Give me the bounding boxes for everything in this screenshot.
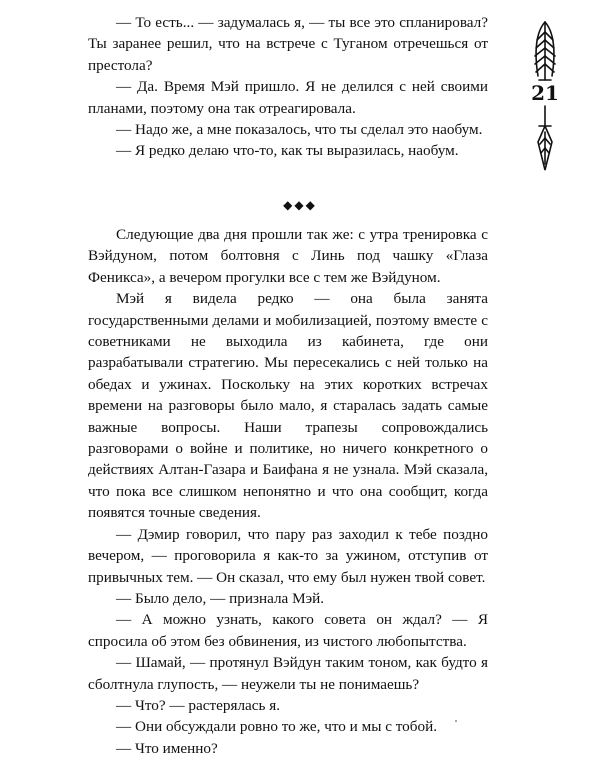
paragraph: — Что? — растерялась я. [116, 696, 281, 714]
text-block-top [88, 12, 488, 162]
paragraph: — То есть... — задумалась я, — ты все это спланировал? Ты заранее решил, что на встрече с Туганом отречешься от престола? [88, 14, 488, 74]
page-number: 21 [510, 82, 580, 104]
paragraph: — Было дело, — признала Мэй. [116, 589, 325, 607]
paragraph: — Что именно? [116, 739, 218, 757]
paragraph: — Надо же, а мне показалось, что ты сделал это наобум. [116, 121, 483, 139]
paragraph: — Дэмир говорил, что пару раз заходил к тебе поздно вечером, — проговорила я как-то за ужином, отступив от привычных тем. — Он сказал, что ему был нужен твой совет. [88, 525, 488, 586]
section-separator: ◆◆◆ [283, 198, 317, 212]
paragraph: — Они обсуждали ровно то же, что и мы с тобой. [116, 718, 438, 736]
paragraph: Мэй я видела редко — она была занята государственными делами и мобилизацией, поэтому вместе с советниками не выходила из кабинета, где они разрабатывали стратегию. Мы пересекались с ней только на обедах и ужинах. Поскольку на этих коротких встречах времени на разговоры было мало, я старалась задать самые важные вопросы. Наши трапезы сопровождались разговорами о войне и политике, но ничего конкретного о действиях Алтан-Газара и Баифана я не узнала. Мэй сказала, что пока все слишком непонятно и что она сообщит, когда появятся точные сведения. [88, 290, 488, 522]
paragraph: — А можно узнать, какого совета он ждал? — Я спросила об этом без обвинения, из чистого любопытства. [88, 611, 488, 650]
paragraph: — Шамай, — протянул Вэйдун таким тоном, как будто я сболтнула глупость, — неужели ты не понимаешь? [88, 654, 488, 693]
paragraph: — Да. Время Мэй пришло. Я не делился с ней своими планами, поэтому она так отреагировала. [88, 78, 488, 117]
paragraph: — Я редко делаю что-то, как ты выразилась, наобум. [116, 142, 459, 160]
paragraph: Следующие два дня прошли так же: с утра тренировка с Вэйдуном, потом болтовня с Линь под чашку «Глаза Феникса», а вечером прогулки все с тем же Вэйдуном. [88, 226, 488, 286]
text-block-bottom [88, 224, 488, 759]
print-speck [455, 720, 457, 722]
